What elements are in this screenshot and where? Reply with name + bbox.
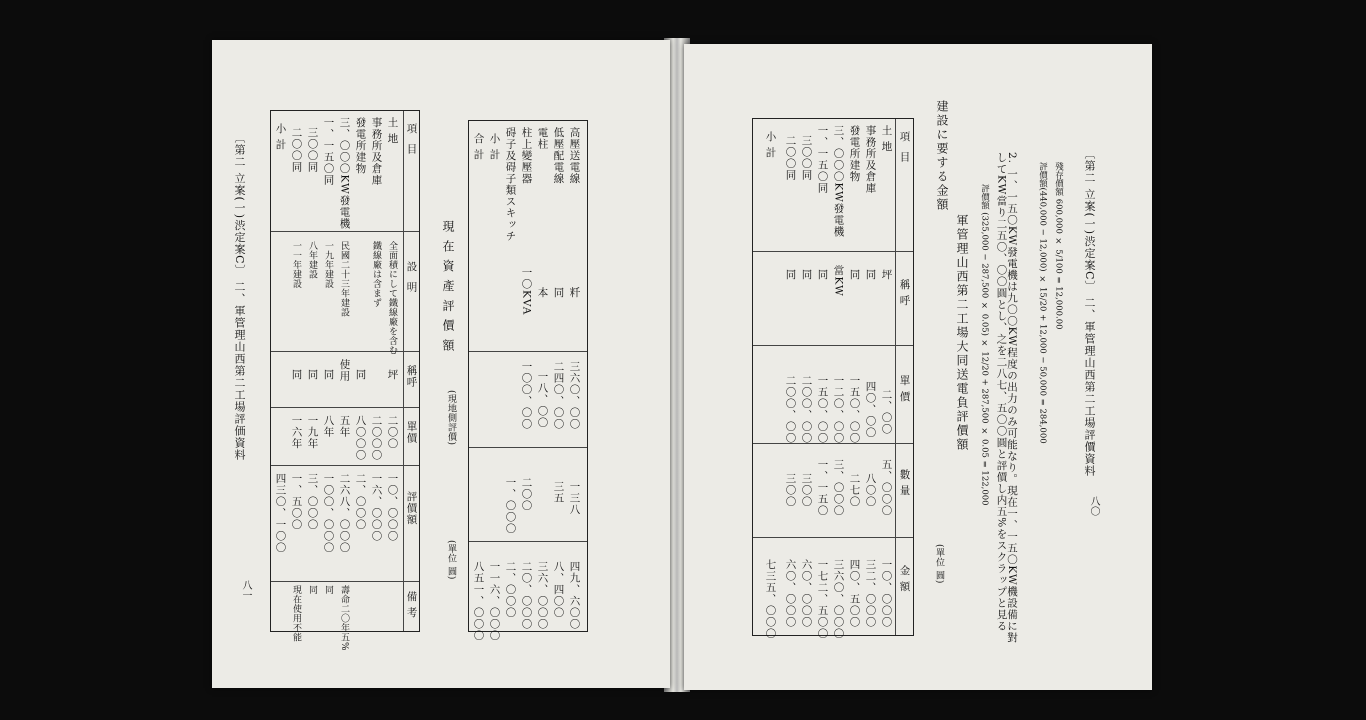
page-number: 八〇 — [1088, 496, 1099, 516]
row-value: 二、〇〇〇 — [354, 473, 367, 531]
row-price: 一五〇、〇〇 — [848, 375, 861, 444]
row-amount: 三二、〇〇〇 — [864, 559, 877, 628]
header-price: 單價 — [405, 421, 418, 444]
row-unit: 坪 — [880, 269, 893, 281]
row-item: 三〇〇同 — [306, 127, 319, 173]
row-note: 同 — [307, 585, 317, 595]
row-unit: 坪 — [386, 369, 399, 381]
row-value: 一〇、〇〇〇 — [386, 473, 399, 542]
row-note: 現在使用不能 — [291, 585, 301, 642]
row-qty: 八〇〇 — [864, 473, 877, 508]
row-price: 八〇〇〇 — [354, 415, 367, 461]
formula: 評價額 (325,000 − 287,500 × 0.05) × 12/20 + 287,500 × 0.05 = 122,000 — [979, 184, 990, 506]
header-unit: 稱 呼 — [898, 279, 911, 307]
row-unit: 粁 — [568, 287, 581, 299]
row-c3: 三六、〇〇〇 — [536, 561, 549, 630]
row-item: 發電所建物 — [848, 125, 861, 183]
valuation-table — [752, 118, 914, 640]
row-item: 一、一五〇同 — [322, 117, 335, 186]
header-note: 備 考 — [405, 591, 418, 619]
row-unit: 當KW — [832, 265, 845, 297]
row-c2: 三五 — [552, 481, 565, 504]
table-title: 軍管理山西第二工場大同送電負評價額 — [955, 214, 969, 452]
running-header: 〔第二 立案(一)渋定案C〕 二、軍管理山西第二工場評價資料 — [1083, 148, 1096, 477]
header-item: 項 目 — [405, 123, 418, 155]
header-price: 單 價 — [898, 375, 911, 403]
unit-label: (單位 圓) — [934, 544, 944, 584]
row-desc: 民國二十三年建設 — [339, 241, 349, 317]
row-c3: 四九、六〇〇 — [568, 561, 581, 630]
row-c2: 一、〇〇〇 — [504, 477, 517, 535]
row-c3: 八、四〇〇 — [552, 561, 565, 619]
row-item: 土 地 — [386, 117, 399, 145]
row-value: 一、五〇〇 — [290, 473, 303, 531]
row-desc: 鐵線廠は含まず — [371, 241, 381, 308]
row-amount: 一七二、五〇〇 — [816, 559, 829, 640]
section-title: 建設に要する金額 — [935, 100, 949, 212]
header-amount: 金 額 — [898, 565, 911, 593]
row-price: 二〇〇 — [386, 415, 399, 450]
row-item: 高壓送電線 — [568, 127, 581, 185]
total-label: 合 計 — [472, 133, 485, 161]
row-item: 低壓配電線 — [552, 127, 565, 185]
page-number: 八一 — [240, 580, 251, 600]
usage-label: 使用 — [338, 359, 351, 382]
row-unit: 同 — [354, 369, 367, 381]
row-value: 一〇〇、〇〇〇 — [322, 473, 335, 554]
row-price: 一五〇、〇〇 — [816, 375, 829, 444]
row-price: 二〇〇、〇〇 — [784, 375, 797, 444]
header-item: 項 目 — [898, 131, 911, 163]
row-item: 碍子及碍子類スキッチ — [504, 127, 517, 242]
row-price: 八年 — [322, 415, 335, 438]
row-price: 二〇〇、〇〇 — [800, 375, 813, 444]
header-value: 評價額 — [405, 491, 418, 526]
row-unit: 同 — [306, 369, 319, 381]
row-unit: 一〇KVA — [520, 267, 533, 316]
row-unit: 同 — [864, 269, 877, 281]
current-asset-table — [468, 120, 588, 642]
row-item: 事務所及倉庫 — [370, 117, 383, 186]
row-item: 事務所及倉庫 — [864, 125, 877, 194]
row-c3: 二、〇〇〇 — [504, 561, 517, 619]
row-amount: 四〇、五〇〇 — [848, 559, 861, 628]
total-value: 八五一、〇〇〇 — [472, 561, 485, 642]
row-price: 二、〇〇 — [880, 389, 893, 435]
row-desc: 八年建設 — [307, 241, 317, 279]
subtotal-label: 小 計 — [274, 123, 287, 151]
table-title-note: (現地側評價) — [446, 390, 456, 446]
table-title: 現 在 資 產 評 價 額 — [441, 220, 455, 353]
row-c2: 一三八 — [568, 481, 581, 516]
asset-table — [270, 110, 420, 652]
row-unit: 同 — [322, 369, 335, 381]
row-c3: 二〇、〇〇〇 — [520, 561, 533, 630]
row-item: 電柱 — [536, 127, 549, 150]
formula: 殘存價額 600,000 × 5/100 = 12,000.00 — [1053, 162, 1064, 330]
row-price: 一九年 — [306, 415, 319, 450]
paragraph: 2. 一、一五〇KW發電機は九〇〇KW程度の出力のみ可能なり。現在一、一五〇KW機設備に對してKW當り二五〇、〇〇圓とし、之を二八七、五〇〇圓と評價し内五%をスクラップと見る — [995, 152, 1018, 644]
row-desc: 一一年建設 — [291, 241, 301, 289]
row-qty: 二七〇 — [848, 473, 861, 508]
row-unit: 同 — [290, 369, 303, 381]
row-unit: 同 — [800, 269, 813, 281]
row-amount: 一〇、〇〇〇 — [880, 559, 893, 628]
row-unit: 同 — [816, 269, 829, 281]
running-header: 〔第二 立案(一)渋定案C〕 二、軍管理山西第二工場評価資料 — [233, 132, 246, 461]
subtotal-label: 小 計 — [764, 131, 777, 159]
row-item: 三、〇〇〇KW發電機 — [338, 117, 351, 230]
row-c1: 一〇〇、〇〇 — [520, 361, 533, 430]
row-value: 三、〇〇〇 — [306, 473, 319, 531]
row-unit: 本 — [536, 287, 549, 299]
row-c1: 二四〇、〇〇 — [552, 361, 565, 430]
row-desc: 全面積にして鐵線廠を含む — [387, 241, 397, 355]
row-amount: 六〇、〇〇〇 — [784, 559, 797, 628]
unit-label: (單位 圓) — [446, 540, 456, 580]
subtotal-value: 四三〇、一〇〇 — [274, 473, 287, 554]
header-unit: 稱呼 — [405, 365, 418, 388]
header-qty: 數 量 — [898, 469, 911, 497]
row-c2: 二〇〇 — [520, 477, 533, 512]
row-note: 同 — [323, 585, 333, 595]
row-price: 二〇〇〇 — [370, 415, 383, 461]
row-unit: 同 — [848, 269, 861, 281]
row-item: 二〇〇同 — [290, 127, 303, 173]
row-qty: 一、一五〇 — [816, 459, 829, 517]
subtotal-label: 小 計 — [488, 133, 501, 161]
row-value: 二六八、〇〇〇 — [338, 473, 351, 554]
right-page — [684, 44, 1152, 690]
left-page — [212, 40, 670, 688]
row-desc: 一九年建設 — [323, 241, 333, 289]
row-item: 三、〇〇〇KW發電機 — [832, 125, 845, 238]
row-qty: 三〇〇 — [800, 473, 813, 508]
row-price: 一二〇、〇〇 — [832, 375, 845, 444]
row-c1: 三六〇、〇〇 — [568, 361, 581, 430]
row-item: 三〇〇同 — [800, 135, 813, 181]
row-qty: 五、〇〇〇 — [880, 459, 893, 517]
row-c1: 一八、〇〇 — [536, 371, 549, 429]
header-desc: 設 明 — [405, 261, 418, 293]
row-unit: 同 — [784, 269, 797, 281]
row-qty: 三〇〇 — [784, 473, 797, 508]
row-amount: 六〇、〇〇〇 — [800, 559, 813, 628]
row-unit: 同 — [552, 287, 565, 299]
row-price: 五年 — [338, 415, 351, 438]
formula: 評價額(440,000 − 12,000) × 15/20 + 12,000 − 50,000 = 284,000 — [1037, 162, 1048, 444]
subtotal-value: 一一六、〇〇〇 — [488, 561, 501, 642]
row-item: 發電所建物 — [354, 117, 367, 175]
row-value: 一六、〇〇〇 — [370, 473, 383, 542]
row-note: 壽命二〇年五% — [339, 585, 349, 652]
row-item: 土 地 — [880, 125, 893, 153]
row-qty: 三、〇〇〇 — [832, 459, 845, 517]
subtotal-value: 七三五、〇〇〇 — [764, 559, 777, 640]
row-amount: 三六〇、〇〇〇 — [832, 559, 845, 640]
row-item: 二〇〇同 — [784, 135, 797, 181]
row-item: 一、一五〇同 — [816, 125, 829, 194]
row-item: 柱上變壓器 — [520, 127, 533, 185]
row-price: 一六年 — [290, 415, 303, 450]
row-price: 四〇、〇〇 — [864, 381, 877, 439]
